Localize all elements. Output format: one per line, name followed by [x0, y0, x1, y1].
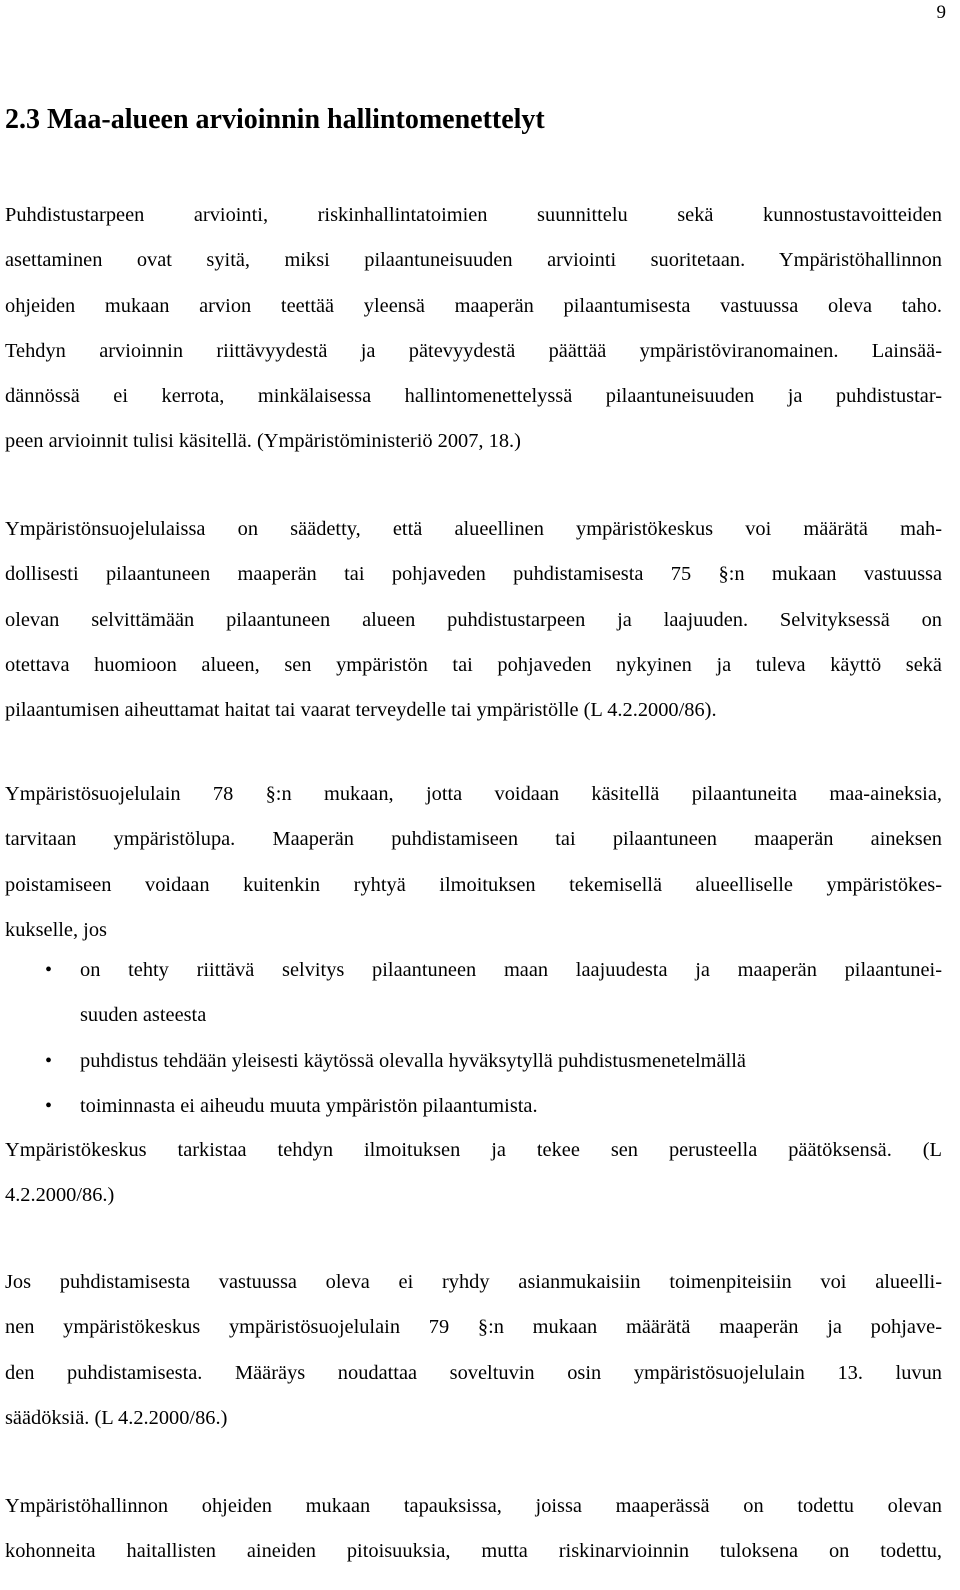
paragraph-6: [5, 1484, 942, 1575]
section-heading: 2.3 Maa-alueen arvioinnin hallintomenettelyt: [5, 104, 545, 135]
condition-list: [5, 948, 942, 1129]
text-line: Ympäristökeskus tarkistaa tehdyn ilmoituksen ja tekee sen perusteella päätöksensä. (L: [5, 1139, 942, 1161]
text-line: otettava huomioon alueen, sen ympäristön tai pohjaveden nykyinen ja tuleva käyttö sekä: [5, 653, 942, 676]
text-line: puhdistus tehdään yleisesti käytössä olevalla hyväksytyllä puhdistusmenetelmällä: [80, 1049, 746, 1072]
list-item: [5, 948, 942, 1039]
text-line: peen arvioinnit tulisi käsitellä. (Ympäristöministeriö 2007, 18.): [5, 430, 521, 453]
text-line: asettaminen ovat syitä, miksi pilaantuneisuuden arviointi suoritetaan. Ympäristöhallinnon: [5, 249, 942, 272]
text-line: ohjeiden mukaan arvion teettää yleensä maaperän pilaantumisesta vastuussa oleva taho.: [5, 294, 942, 317]
text-line: kukselle, jos: [5, 918, 107, 941]
text-line: tarvitaan ympäristölupa. Maaperän puhdistamiseen tai pilaantuneen maaperän aineksen: [5, 828, 942, 851]
list-item: [5, 1039, 942, 1084]
text-line: Ympäristönsuojelulaissa on säädetty, että alueellinen ympäristökeskus voi määrätä mah-: [5, 518, 942, 540]
text-line: nen ympäristökeskus ympäristösuojelulain 79 §:n mukaan määrätä maaperän ja pohjave-: [5, 1316, 942, 1339]
paragraph-3: [5, 772, 942, 953]
paragraph-4: [5, 1128, 942, 1219]
text-line: pilaantumisen aiheuttamat haitat tai vaarat terveydelle tai ympäristölle (L 4.2.2000/86).: [5, 699, 717, 722]
text-line: säädöksiä. (L 4.2.2000/86.): [5, 1406, 228, 1429]
paragraph-2: [5, 507, 942, 733]
text-line: kohonneita haitallisten aineiden pitoisuuksia, mutta riskinarvioinnin tuloksena on todettu,: [5, 1540, 942, 1563]
text-line: on tehty riittävä selvitys pilaantuneen maan laajuudesta ja maaperän pilaantunei-: [80, 959, 942, 981]
text-line: Tehdyn arvioinnin riittävyydestä ja pätevyydestä päättää ympäristöviranomainen. Lainsää-: [5, 339, 942, 362]
paragraph-5: [5, 1260, 942, 1441]
text-line: dollisesti pilaantuneen maaperän tai pohjaveden puhdistamisesta 75 §:n mukaan vastuussa: [5, 563, 942, 586]
text-line: Ympäristöhallinnon ohjeiden mukaan tapauksissa, joissa maaperässä on todettu olevan: [5, 1495, 942, 1517]
text-line: den puhdistamisesta. Määräys noudattaa soveltuvin osin ympäristösuojelulain 13. luvun: [5, 1361, 942, 1384]
list-item: [5, 1084, 942, 1129]
text-line: 4.2.2000/86.): [5, 1184, 115, 1207]
text-line: Puhdistustarpeen arviointi, riskinhallintatoimien suunnittelu sekä kunnostustavoitteiden: [5, 204, 942, 226]
text-line: Jos puhdistamisesta vastuussa oleva ei ryhdy asianmukaisiin toimenpiteisiin voi alueelli-: [5, 1271, 942, 1293]
text-line: Ympäristösuojelulain 78 §:n mukaan, jotta voidaan käsitellä pilaantuneita maa-aineksia,: [5, 783, 942, 805]
text-line: olevan selvittämään pilaantuneen alueen puhdistustarpeen ja laajuuden. Selvityksessä on: [5, 608, 942, 631]
text-line: suuden asteesta: [80, 1004, 207, 1027]
text-line: toiminnasta ei aiheudu muuta ympäristön pilaantumista.: [80, 1094, 538, 1117]
text-line: dännössä ei kerrota, minkälaisessa hallintomenettelyssä pilaantuneisuuden ja puhdistustar-: [5, 385, 942, 408]
bullet-icon: •: [45, 1049, 53, 1072]
paragraph-1: [5, 193, 942, 465]
bullet-icon: •: [45, 1094, 53, 1117]
text-line: poistamiseen voidaan kuitenkin ryhtyä ilmoituksen tekemisellä alueelliselle ympäristökes-: [5, 873, 942, 896]
page-number: 9: [936, 2, 946, 23]
bullet-icon: •: [45, 959, 53, 981]
